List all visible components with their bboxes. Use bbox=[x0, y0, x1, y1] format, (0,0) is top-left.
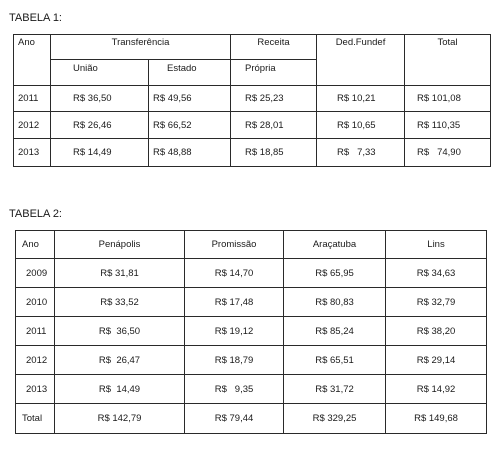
table2-cell-penapolis: R$ 26,47 bbox=[55, 346, 185, 375]
table-row bbox=[16, 317, 487, 346]
table2-cell-lins: R$ 32,79 bbox=[386, 288, 487, 317]
table2-header-aracatuba: Araçatuba bbox=[284, 231, 386, 259]
table-row bbox=[16, 259, 487, 288]
table1-cell-propria: R$ 28,01 bbox=[231, 112, 317, 139]
table1-header-uniao: União bbox=[51, 60, 149, 86]
table1-cell-ded: R$ 10,65 bbox=[317, 112, 405, 139]
table1-cell-ded: R$ 10,21 bbox=[317, 86, 405, 112]
table-2 bbox=[15, 230, 487, 434]
table1-header-receita: Receita bbox=[231, 35, 317, 60]
table2-header-lins: Lins bbox=[386, 231, 487, 259]
table1-caption: TABELA 1: bbox=[9, 12, 62, 24]
table2-cell-promissao: R$ 17,48 bbox=[185, 288, 284, 317]
table1-cell-total: R$ 110,35 bbox=[405, 112, 491, 139]
table2-header-row bbox=[16, 231, 487, 259]
table2-cell-ano: 2013 bbox=[16, 375, 55, 404]
table2-cell-lins: R$ 29,14 bbox=[386, 346, 487, 375]
table-row bbox=[14, 86, 491, 112]
table1-header-ded-fundef: Ded.Fundef bbox=[317, 35, 405, 86]
table1-header-total: Total bbox=[405, 35, 491, 86]
table1-cell-propria: R$ 25,23 bbox=[231, 86, 317, 112]
table-row bbox=[16, 346, 487, 375]
table-1 bbox=[13, 34, 491, 167]
table2-header-ano: Ano bbox=[16, 231, 55, 259]
table2-cell-ano: 2012 bbox=[16, 346, 55, 375]
table2-cell-lins: R$ 14,92 bbox=[386, 375, 487, 404]
table1-cell-ano: 2012 bbox=[14, 112, 51, 139]
table2-cell-promissao: R$ 79,44 bbox=[185, 404, 284, 434]
table2-cell-ano: 2009 bbox=[16, 259, 55, 288]
table2-cell-lins: R$ 149,68 bbox=[386, 404, 487, 434]
table1-cell-ano: 2013 bbox=[14, 139, 51, 167]
table2-cell-aracatuba: R$ 85,24 bbox=[284, 317, 386, 346]
table1-header-transferencia: Transferência bbox=[51, 35, 231, 60]
table2-cell-lins: R$ 38,20 bbox=[386, 317, 487, 346]
table1-cell-uniao: R$ 36,50 bbox=[51, 86, 149, 112]
table2-cell-promissao: R$ 14,70 bbox=[185, 259, 284, 288]
table1-cell-uniao: R$ 26,46 bbox=[51, 112, 149, 139]
table2-header-promissao: Promissão bbox=[185, 231, 284, 259]
table-row-total bbox=[16, 404, 487, 434]
table1-cell-ano: 2011 bbox=[14, 86, 51, 112]
table2-cell-ano: 2010 bbox=[16, 288, 55, 317]
table1-cell-estado: R$ 48,88 bbox=[149, 139, 231, 167]
table2-cell-penapolis: R$ 142,79 bbox=[55, 404, 185, 434]
table1-header-ano: Ano bbox=[14, 35, 51, 86]
table1-cell-propria: R$ 18,85 bbox=[231, 139, 317, 167]
table2-cell-promissao: R$ 18,79 bbox=[185, 346, 284, 375]
table2-cell-aracatuba: R$ 65,51 bbox=[284, 346, 386, 375]
table1-cell-ded: R$ 7,33 bbox=[317, 139, 405, 167]
table2-cell-ano: 2011 bbox=[16, 317, 55, 346]
table1-cell-total: R$ 101,08 bbox=[405, 86, 491, 112]
table1-header-estado: Estado bbox=[149, 60, 231, 86]
table-row bbox=[16, 375, 487, 404]
table1-header-row bbox=[14, 35, 491, 60]
table2-caption: TABELA 2: bbox=[9, 208, 62, 220]
table-row bbox=[16, 288, 487, 317]
table1-cell-uniao: R$ 14,49 bbox=[51, 139, 149, 167]
table2-cell-penapolis: R$ 36,50 bbox=[55, 317, 185, 346]
table2-cell-promissao: R$ 19,12 bbox=[185, 317, 284, 346]
table2-cell-penapolis: R$ 14,49 bbox=[55, 375, 185, 404]
table2-cell-penapolis: R$ 33,52 bbox=[55, 288, 185, 317]
table2-header-penapolis: Penápolis bbox=[55, 231, 185, 259]
table2-cell-lins: R$ 34,63 bbox=[386, 259, 487, 288]
table-row bbox=[14, 139, 491, 167]
table2-cell-aracatuba: R$ 329,25 bbox=[284, 404, 386, 434]
table2-cell-aracatuba: R$ 65,95 bbox=[284, 259, 386, 288]
table2-cell-total-label: Total bbox=[16, 404, 55, 434]
table2-cell-penapolis: R$ 31,81 bbox=[55, 259, 185, 288]
table1-header-propria: Própria bbox=[231, 60, 317, 86]
table2-cell-promissao: R$ 9,35 bbox=[185, 375, 284, 404]
table1-cell-estado: R$ 66,52 bbox=[149, 112, 231, 139]
table1-cell-total: R$ 74,90 bbox=[405, 139, 491, 167]
table2-cell-aracatuba: R$ 80,83 bbox=[284, 288, 386, 317]
table1-cell-estado: R$ 49,56 bbox=[149, 86, 231, 112]
table-row bbox=[14, 112, 491, 139]
table2-cell-aracatuba: R$ 31,72 bbox=[284, 375, 386, 404]
